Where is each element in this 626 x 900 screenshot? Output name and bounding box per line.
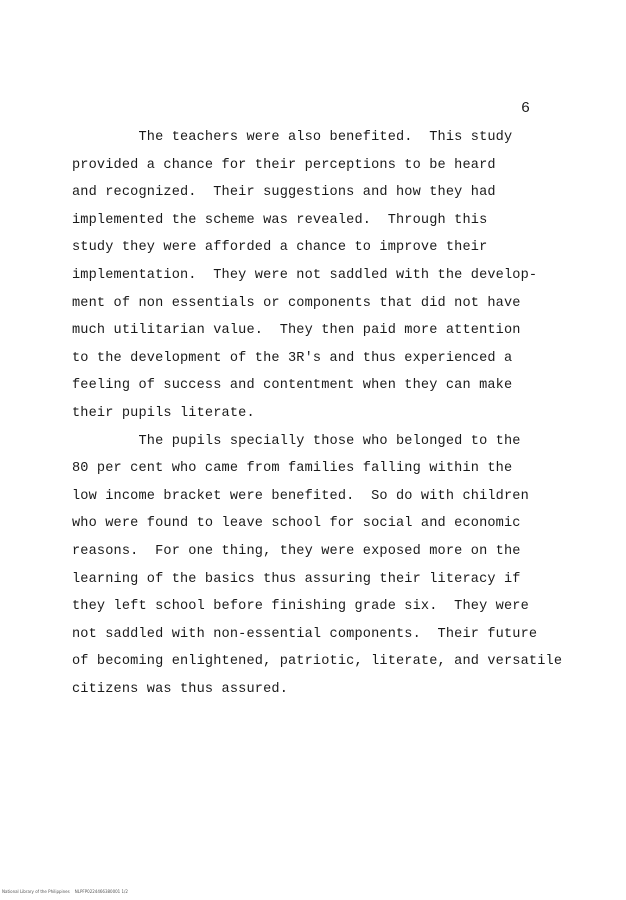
archive-footer: National Library of the Philippines NLPFP0224466380001 1/2 <box>2 889 128 894</box>
text-line: to the development of the 3R's and thus experienced a <box>72 350 513 366</box>
text-line: and recognized. Their suggestions and how they had <box>72 185 496 201</box>
body-text <box>72 124 592 703</box>
page-number: 6 <box>521 100 531 117</box>
text-line: feeling of success and contentment when they can make <box>72 378 513 394</box>
paragraph-teachers <box>72 124 592 428</box>
text-line: learning of the basics thus assuring their literacy if <box>72 571 521 587</box>
text-line: they left school before finishing grade six. They were <box>72 599 529 615</box>
text-line: 80 per cent who came from families falling within the <box>72 461 513 477</box>
text-line: implemented the scheme was revealed. Through this <box>72 212 488 228</box>
text-line: The pupils specially those who belonged to the <box>72 433 521 449</box>
text-line: provided a chance for their perceptions to be heard <box>72 157 496 173</box>
text-line: citizens was thus assured. <box>72 681 288 697</box>
text-line: not saddled with non-essential components. Their future <box>72 626 538 642</box>
text-line: implementation. They were not saddled with the develop- <box>72 267 538 283</box>
text-line: reasons. For one thing, they were exposed more on the <box>72 543 521 559</box>
text-line: ment of non essentials or components that did not have <box>72 295 521 311</box>
text-line: The teachers were also benefited. This study <box>72 130 513 145</box>
text-line: low income bracket were benefited. So do with children <box>72 488 529 504</box>
text-line: who were found to leave school for social and economic <box>72 516 521 532</box>
paragraph-pupils <box>72 428 592 704</box>
text-line: much utilitarian value. They then paid more attention <box>72 323 521 339</box>
text-line: study they were afforded a chance to improve their <box>72 240 488 256</box>
text-line: their pupils literate. <box>72 405 255 421</box>
text-line: of becoming enlightened, patriotic, literate, and versatile <box>72 654 563 670</box>
